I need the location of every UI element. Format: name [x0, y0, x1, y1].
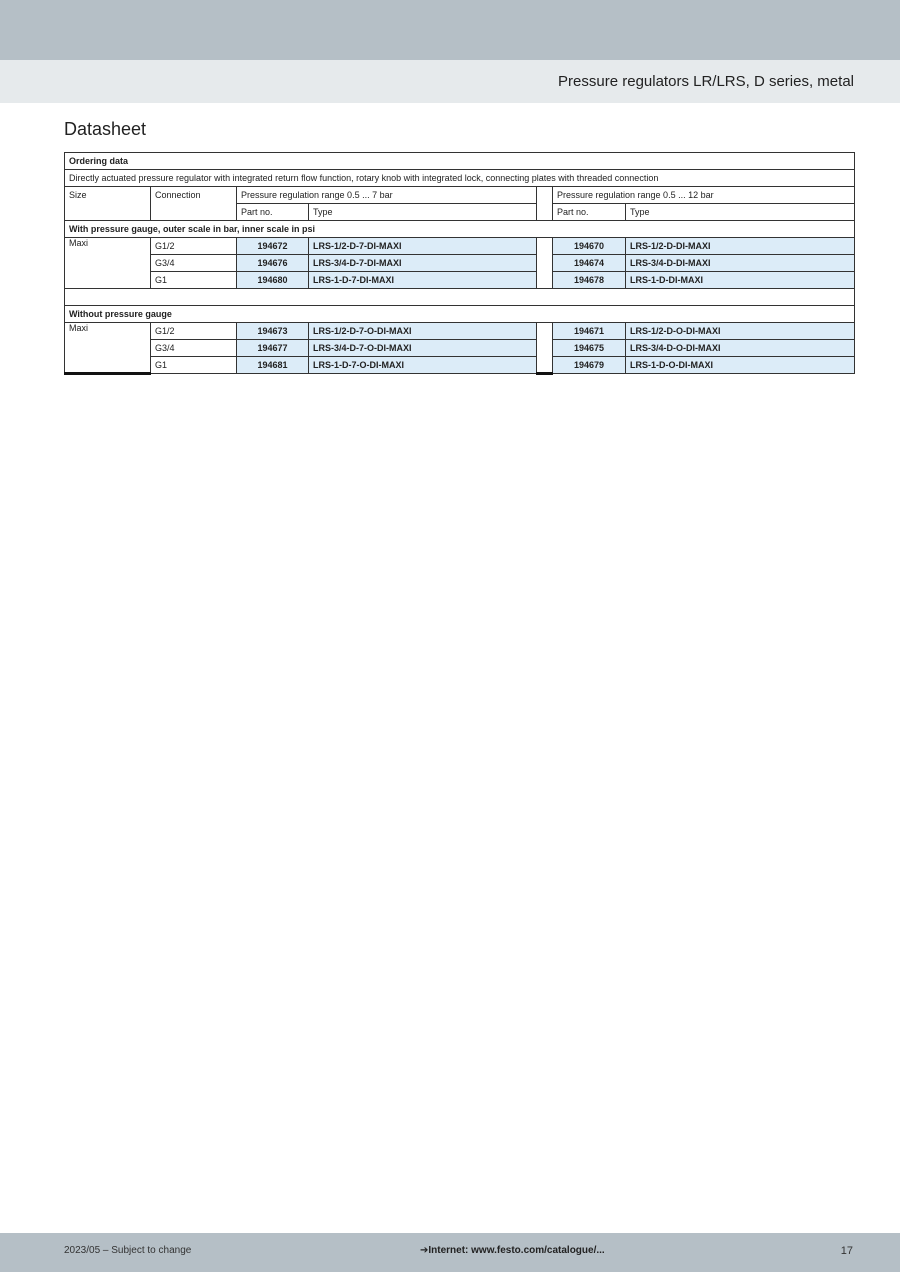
partno-cell: 194678 [553, 272, 626, 289]
partno-cell: 194676 [237, 255, 309, 272]
group-label: With pressure gauge, outer scale in bar, inner scale in psi [65, 221, 855, 238]
type-cell: LRS-1/2-D-O-DI-MAXI [626, 323, 855, 340]
connection-cell: G1 [151, 272, 237, 289]
footer-internet-link[interactable]: ➔Internet: www.festo.com/catalogue/... [420, 1245, 605, 1256]
group-label: Without pressure gauge [65, 306, 855, 323]
connection-cell: G1/2 [151, 238, 237, 255]
blank-cell [65, 289, 855, 306]
footer-date: 2023/05 – Subject to change [64, 1245, 192, 1256]
header-band [0, 60, 900, 103]
partno-cell: 194674 [553, 255, 626, 272]
table-header-row-1 [65, 187, 855, 204]
type-cell: LRS-1-D-DI-MAXI [626, 272, 855, 289]
spacer-cell [537, 238, 553, 289]
connection-cell: G3/4 [151, 255, 237, 272]
type-cell: LRS-3/4-D-O-DI-MAXI [626, 340, 855, 357]
partno-cell: 194679 [553, 357, 626, 374]
table-description-row [65, 170, 855, 187]
partno-header-7bar: Part no. [237, 204, 309, 221]
table-header-row-2 [65, 204, 855, 221]
type-cell: LRS-1-D-7-O-DI-MAXI [309, 357, 537, 374]
partno-cell: 194671 [553, 323, 626, 340]
table-heading: Ordering data [65, 153, 855, 170]
col-size-header-cont [65, 204, 151, 221]
partno-cell: 194675 [553, 340, 626, 357]
type-cell: LRS-3/4-D-7-O-DI-MAXI [309, 340, 537, 357]
range-7bar-header: Pressure regulation range 0.5 ... 7 bar [237, 187, 537, 204]
connection-cell: G3/4 [151, 340, 237, 357]
table-row [65, 255, 855, 272]
type-cell: LRS-1/2-D-DI-MAXI [626, 238, 855, 255]
partno-cell: 194680 [237, 272, 309, 289]
section-title: Datasheet [64, 119, 147, 139]
size-cell: Maxi [65, 238, 151, 289]
type-header-12bar: Type [626, 204, 855, 221]
table-row [65, 323, 855, 340]
table-row [65, 340, 855, 357]
group-label-row [65, 221, 855, 238]
page-header-title: Pressure regulators LR/LRS, D series, metal [558, 73, 854, 90]
table-row [65, 272, 855, 289]
partno-cell: 194672 [237, 238, 309, 255]
range-12bar-header: Pressure regulation range 0.5 ... 12 bar [553, 187, 855, 204]
partno-cell: 194673 [237, 323, 309, 340]
partno-cell: 194670 [553, 238, 626, 255]
blank-separator-row [65, 289, 855, 306]
spacer-cell [537, 187, 553, 204]
partno-cell: 194681 [237, 357, 309, 374]
page-number: 17 [840, 1245, 853, 1257]
spacer-cell [537, 204, 553, 221]
type-header-7bar: Type [309, 204, 537, 221]
connection-cell: G1 [151, 357, 237, 374]
footer-band [0, 1233, 900, 1272]
table-description: Directly actuated pressure regulator with integrated return flow function, rotary knob with integrated lock, connecting plates with threaded connection [65, 170, 855, 187]
col-connection-header: Connection [151, 187, 237, 204]
type-cell: LRS-3/4-D-DI-MAXI [626, 255, 855, 272]
size-cell: Maxi [65, 323, 151, 374]
table-heading-row [65, 153, 855, 170]
table-row [65, 357, 855, 374]
type-cell: LRS-1-D-O-DI-MAXI [626, 357, 855, 374]
type-cell: LRS-1/2-D-7-O-DI-MAXI [309, 323, 537, 340]
group-label-row [65, 306, 855, 323]
ordering-data-table [64, 152, 855, 375]
table-row [65, 238, 855, 255]
type-cell: LRS-1/2-D-7-DI-MAXI [309, 238, 537, 255]
col-connection-header-cont [151, 204, 237, 221]
top-band [0, 0, 900, 60]
col-size-header: Size [65, 187, 151, 204]
connection-cell: G1/2 [151, 323, 237, 340]
spacer-cell [537, 323, 553, 374]
partno-header-12bar: Part no. [553, 204, 626, 221]
type-cell: LRS-1-D-7-DI-MAXI [309, 272, 537, 289]
type-cell: LRS-3/4-D-7-DI-MAXI [309, 255, 537, 272]
partno-cell: 194677 [237, 340, 309, 357]
